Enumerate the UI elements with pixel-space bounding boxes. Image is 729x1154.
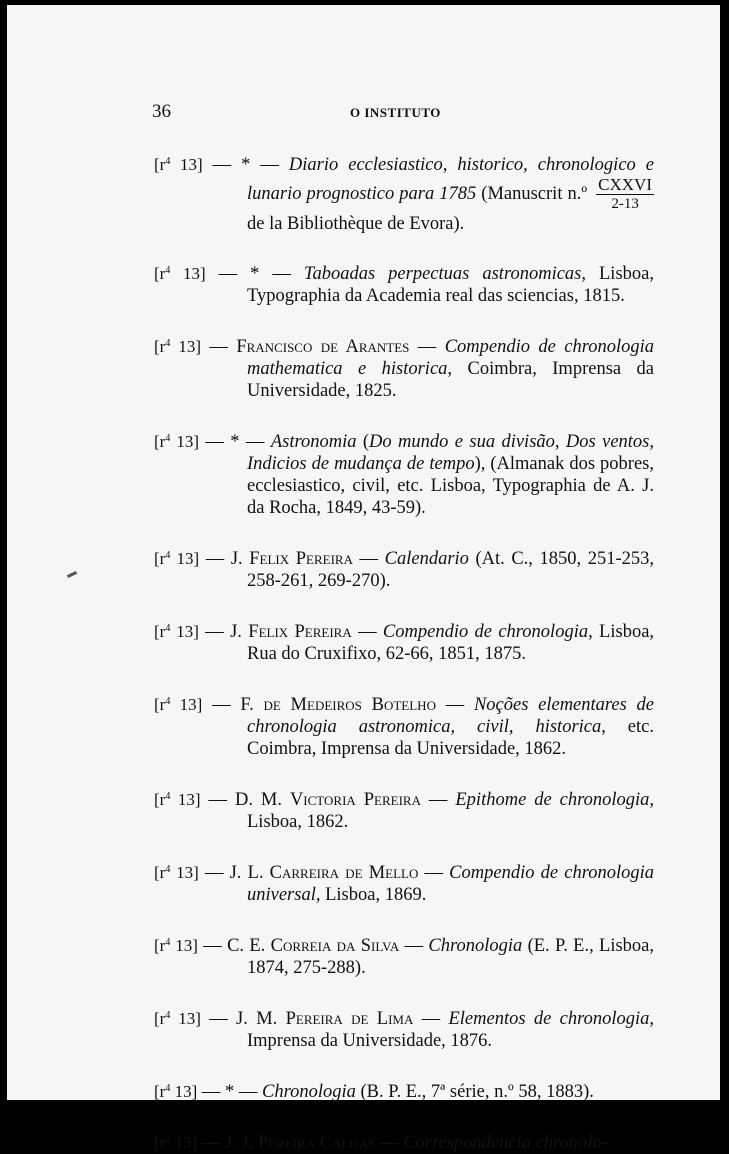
entry-author: Correia da Silva <box>270 935 400 956</box>
page <box>7 5 720 1153</box>
entry-author: Victoria Pereira <box>289 789 421 810</box>
entry-title: Astronomia <box>270 431 357 452</box>
entry-title: Correspondencia chronolo- <box>403 1132 608 1153</box>
entry-title: Compendio de chronologia universal, <box>247 862 654 905</box>
margin-mark <box>67 571 77 578</box>
entry-author: Felix Pereira <box>249 548 353 569</box>
page-number: 36 <box>152 101 171 122</box>
entry-title: Calendario <box>384 548 469 569</box>
bibliography-entry: [$r^4$ 13] — J. L. Carreira de Mello — Compendio de chronologia universal, Lisboa, 1869. <box>154 862 654 905</box>
running-title: O INSTITUTO <box>350 105 441 120</box>
manuscript-fraction: $\frac{\text{CXXVI}}{2-13}$ <box>598 174 652 212</box>
bibliography-entry: [$r^4$ 13] — Francisco de Arantes — Compendio de chronologia mathematica e historica, Coimbra, Imprensa da Universidade, 1825. <box>154 336 655 401</box>
bibliography-entry: [$r^4$ 13] — D. M. Victoria Pereira — Epithome de chronologia, Lisboa, 1862. <box>154 789 655 832</box>
bibliography-entry: [$r^4$ 13] — * — Chronologia (B. P. E., 7ª série, n.º 58, 1883). <box>154 1081 594 1102</box>
bibliography-entry: [$r^4$ 13] — J. M. Pereira de Lima — Elementos de chronologia, Imprensa da Universidade, 1876. <box>154 1008 655 1051</box>
entry-author: Felix Pereira <box>248 621 352 642</box>
entry-author: Pereira de Lima <box>285 1008 414 1029</box>
entry-title: Elementos de chronologia, <box>448 1008 655 1029</box>
entry-title: Taboadas perpectuas astronomicas, <box>303 263 586 284</box>
entry-title: Noções elementares de chronologia astronomica, civil, historica, <box>247 694 655 737</box>
entry-author: Francisco de Arantes <box>236 336 410 357</box>
entry-title: Compendio de chronologia mathematica e historica, <box>247 336 655 379</box>
bibliography-entry: [$r^4$ 13] — F. de Medeiros Botelho — Noções elementares de chronologia astronomica, civil, historica, etc. Coimbra, Imprensa da Universidade, 1862. <box>154 694 655 759</box>
bibliography-entry: [$r^4$ 13] — * — Astronomia (Do mundo e sua divisão, Dos ventos, Indicios de mudança de tempo), (Almanak dos pobres, ecclesiastico, civil, etc. Lisboa, Typographia de A. J. da Rocha, 1849, 43-59). <box>154 431 654 518</box>
entry-author: Pereira Caldas <box>257 1132 376 1153</box>
bibliography-entry: [$r^4$ 13] — * — Diario ecclesiastico, historico, chronologico e lunario prognostico para 1785 (Manuscrit n.º $\frac{\text{CXXVI}}{2-13}$ de la Bibliothèque de Evora). <box>154 154 654 234</box>
entry-author: de Medeiros Botelho <box>263 694 436 715</box>
bibliography-entry: [$r^4$ 13] — J. Felix Pereira — Compendio de chronologia, Lisboa, Rua do Cruxifixo, 62-66, 1851, 1875. <box>154 621 655 664</box>
bibliography-entry: [$r^4$ 13] — J. J. Pereira Caldas — Correspondencia chronolo- <box>154 1132 608 1153</box>
entry-author: Carreira de Mello <box>269 862 419 883</box>
bibliography-entry: [$r^4$ 13] — * — Taboadas perpectuas astronomicas, Lisboa, Typographia da Academia real das sciencias, 1815. <box>154 263 654 306</box>
bibliography-list <box>154 132 654 1154</box>
entry-title: Chronologia <box>428 935 523 956</box>
entry-subtitle: Do mundo e sua divisão, Dos ventos, Indicios de mudança de tempo <box>247 431 654 474</box>
entry-title: Epithome de chronologia, <box>455 789 655 810</box>
entry-title: Compendio de chronologia, <box>382 621 593 642</box>
entry-title: Chronologia <box>262 1081 356 1102</box>
bibliography-entry: [$r^4$ 13] — J. Felix Pereira — Calendario (At. C., 1850, 251-253, 258-261, 269-270). <box>154 548 654 591</box>
bibliography-entry: [$r^4$ 13] — C. E. Correia da Silva — Chronologia (E. P. E., Lisboa, 1874, 275-288). <box>154 935 654 978</box>
entry-title: Diario ecclesiastico, historico, chronologico e lunario prognostico para 1785 <box>247 154 654 204</box>
